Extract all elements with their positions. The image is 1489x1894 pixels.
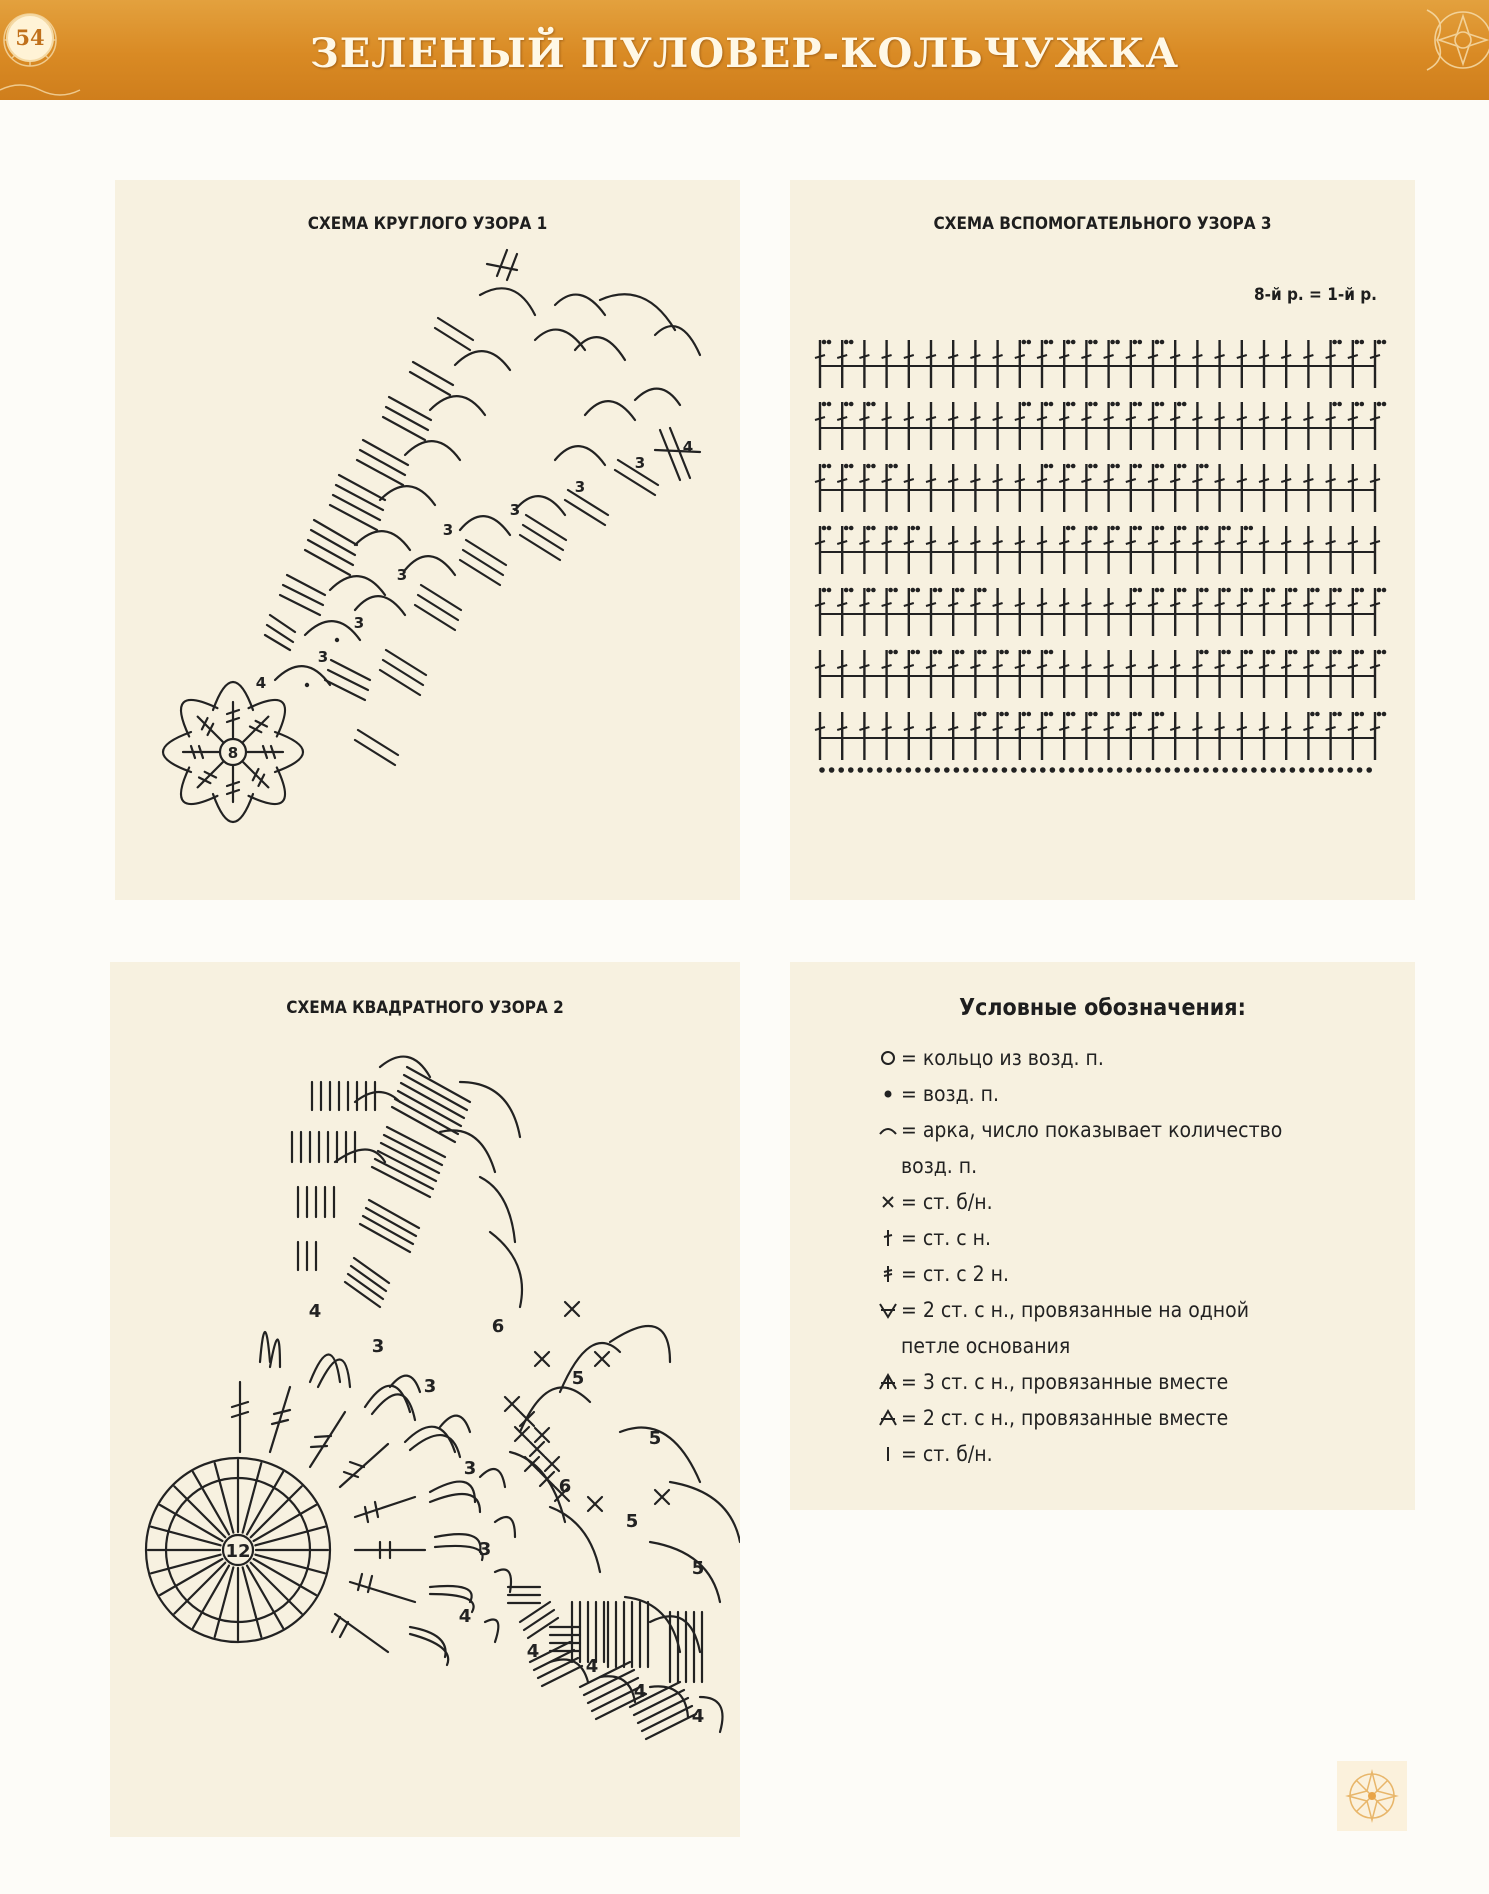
legend-item: = арка, число показывает количество (875, 1112, 1345, 1148)
pattern-row (815, 340, 1386, 388)
panel-square-motif (110, 962, 740, 1837)
round-motif-diagram (115, 180, 740, 900)
square-inner-label-2: 3 (371, 1336, 385, 1357)
motif-strip (265, 250, 700, 765)
legend-title: Условные обозначения: (959, 995, 1246, 1021)
legend-item: петле основания (901, 1334, 1071, 1358)
row-repeat-note: 8-й р. = 1-й р. (1253, 285, 1377, 305)
arch-icon (875, 1112, 901, 1148)
panel-round-motif-title: СХЕМА КРУГЛОГО УЗОРА 1 (307, 214, 548, 234)
square-inner-label-6: 4 (458, 1606, 472, 1627)
ring-icon (875, 1040, 901, 1076)
round-arc-label-9: 4 (682, 438, 694, 456)
foundation-chain (819, 767, 1372, 773)
square-bottom-label-3: 4 (633, 1681, 647, 1702)
round-arc-label-7: 3 (574, 478, 586, 496)
square-outer-label-1: 6 (491, 1316, 505, 1337)
corner-ornament-bottom-icon (1336, 1760, 1408, 1832)
panel-round-motif (115, 180, 740, 900)
legend-item: = возд. п. (875, 1076, 1345, 1112)
square-outer-label-4: 6 (558, 1476, 572, 1497)
pattern-row (815, 526, 1380, 574)
square-outer-label-6: 5 (691, 1558, 705, 1579)
square-outer-label-5: 5 (625, 1511, 639, 1532)
round-arc-label-3: 3 (353, 614, 365, 632)
legend-item: = 2 ст. с н., провязанные вместе (875, 1400, 1345, 1436)
cluster2-icon (875, 1400, 901, 1436)
round-arc-label-4: 3 (396, 566, 408, 584)
panel-legend (790, 962, 1415, 1510)
square-bottom-label-2: 4 (585, 1656, 599, 1677)
pattern-row (815, 464, 1380, 512)
legend-item: возд. п. (901, 1154, 978, 1178)
square-bottom-label-1: 4 (526, 1641, 540, 1662)
page-number: 54 (6, 14, 54, 62)
round-arc-label-5: 3 (442, 521, 454, 539)
pattern-row (815, 712, 1386, 760)
round-arc-label-8: 3 (634, 454, 646, 472)
legend-list (875, 1040, 1345, 1472)
panel-auxiliary-pattern (790, 180, 1415, 900)
legend-item: = ст. б/н. (875, 1184, 1345, 1220)
pattern-row (815, 650, 1386, 698)
square-center-label: 12 (225, 1541, 251, 1562)
bar-icon (875, 1436, 901, 1472)
corner-ornament-right-icon (1407, 0, 1489, 100)
round-arc-label-6: 3 (509, 501, 521, 519)
auxiliary-pattern-diagram (790, 180, 1415, 900)
legend-item: = ст. с 2 н. (875, 1256, 1345, 1292)
square-inner-label-3: 3 (423, 1376, 437, 1397)
square-motif-diagram (110, 962, 740, 1837)
v-stitch-icon (875, 1292, 901, 1328)
pattern-row (815, 402, 1386, 450)
cross-icon (875, 1184, 901, 1220)
square-inner-label-4: 3 (463, 1458, 477, 1479)
dc-icon (875, 1220, 901, 1256)
square-inner-label-5: 3 (478, 1539, 492, 1560)
panel-auxiliary-pattern-title: СХЕМА ВСПОМОГАТЕЛЬНОГО УЗОРА 3 (933, 214, 1272, 234)
cluster3-icon (875, 1364, 901, 1400)
tr-icon (875, 1256, 901, 1292)
legend-item: = кольцо из возд. п. (875, 1040, 1345, 1076)
page-title: ЗЕЛЕНЫЙ ПУЛОВЕР-КОЛЬЧУЖКА (309, 30, 1180, 77)
square-inner-label-1: 4 (308, 1301, 322, 1322)
round-arc-label-1: 4 (255, 674, 267, 692)
legend-item: = 2 ст. с н., провязанные на одной (875, 1292, 1345, 1328)
round-arc-label-2: 3 (317, 648, 329, 666)
panel-square-motif-title: СХЕМА КВАДРАТНОГО УЗОРА 2 (286, 998, 564, 1018)
header-banner (0, 0, 1489, 100)
legend-item: = ст. б/н. (875, 1436, 1345, 1472)
square-bottom-label-4: 4 (691, 1706, 705, 1727)
round-center-label: 8 (227, 744, 239, 762)
square-outer-label-3: 5 (648, 1428, 662, 1449)
chain-dot-icon (875, 1076, 901, 1112)
legend-item: = ст. с н. (875, 1220, 1345, 1256)
pattern-row (815, 588, 1386, 636)
square-outer-label-2: 5 (571, 1368, 585, 1389)
legend-item: = 3 ст. с н., провязанные вместе (875, 1364, 1345, 1400)
